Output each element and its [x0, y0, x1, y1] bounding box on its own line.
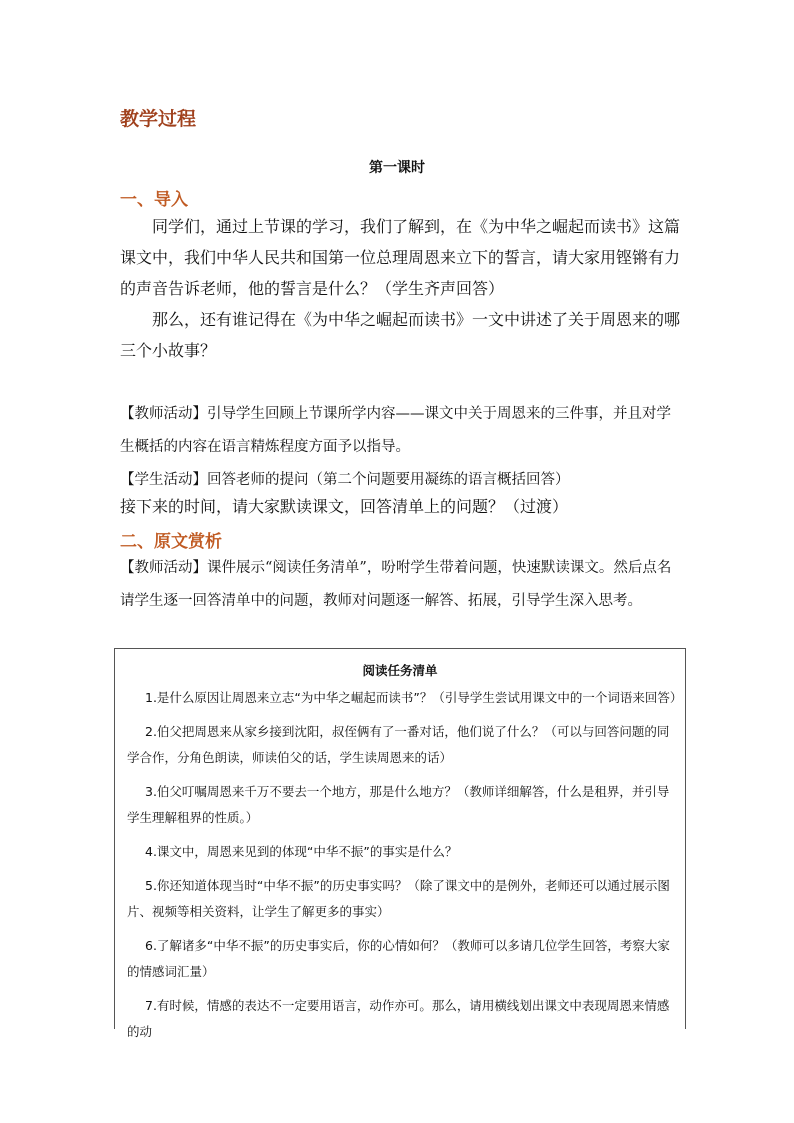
list-item: 5.你还知道体现当时“中华不振”的历史事实吗？（除了课文中的是例外，老师还可以通过展示图片、视频等相关资料，让学生了解更多的事实）	[127, 878, 670, 919]
list-item: 3.伯父叮嘱周恩来千万不要去一个地方，那是什么地方？（教师详细解答，什么是租界，并引导学生理解租界的性质。）	[127, 784, 670, 825]
task-list	[115, 685, 685, 1045]
list-item: 2.伯父把周恩来从家乡接到沈阳，叔侄俩有了一番对话，他们说了什么？（可以与回答问题的同学合作，分角色朗读，师读伯父的话，学生读周恩来的话）	[127, 724, 670, 765]
intro-paragraph-2: 那么，还有谁记得在《为中华之崛起而读书》一文中讲述了关于周恩来的哪三个小故事？	[120, 310, 681, 360]
list-item: 7.有时候，情感的表达不一定要用语言，动作亦可。那么，请用横线划出课文中表现周恩来情感的动	[127, 998, 670, 1039]
list-item: 6.了解诸多“中华不振”的历史事实后，你的心情如何？（教师可以多请几位学生回答，考察大家的情感词汇量）	[127, 938, 670, 979]
intro-text	[120, 211, 680, 366]
section-heading-intro: 一、导入	[120, 190, 188, 210]
lesson-heading: 第一课时	[369, 160, 425, 176]
page-title: 教学过程	[120, 108, 197, 130]
transition-text	[120, 491, 680, 522]
list-item: 4.课文中，周恩来见到的体现“中华不振”的事实是什么？	[145, 844, 458, 859]
intro-paragraph-1: 同学们，通过上节课的学习，我们了解到，在《为中华之崛起而读书》这篇课文中，我们中华人民共和国第一位总理周恩来立下的誓言，请大家用铿锵有力的声音告诉老师，他的誓言是什么？（学生齐声回答）	[120, 217, 681, 298]
student-activity-1: 【学生活动】回答老师的提问（第二个问题要用凝练的语言概括回答）	[120, 472, 570, 488]
activity-block-2	[120, 552, 680, 618]
transition-paragraph: 接下来的时间，请大家默读课文，回答清单上的问题？（过渡）	[120, 497, 569, 516]
section-heading-appreciation: 二、原文赏析	[120, 532, 222, 552]
activity-block-1	[120, 398, 680, 497]
teacher-activity-1: 【教师活动】引导学生回顾上节课所学内容——课文中关于周恩来的三件事，并且对学生概括的内容在语言精炼程度方面予以指导。	[120, 406, 671, 455]
teacher-activity-2: 【教师活动】课件展示“阅读任务清单”，吩咐学生带着问题，快速默读课文。然后点名请学生逐一回答清单中的问题，教师对问题逐一解答、拓展，引导学生深入思考。	[120, 560, 672, 609]
task-list-title: 阅读任务清单	[362, 663, 438, 678]
list-item: 1.是什么原因让周恩来立志“为中华之崛起而读书”？（引导学生尝试用课文中的一个词语来回答）	[145, 690, 683, 705]
reading-task-table	[114, 648, 686, 1039]
